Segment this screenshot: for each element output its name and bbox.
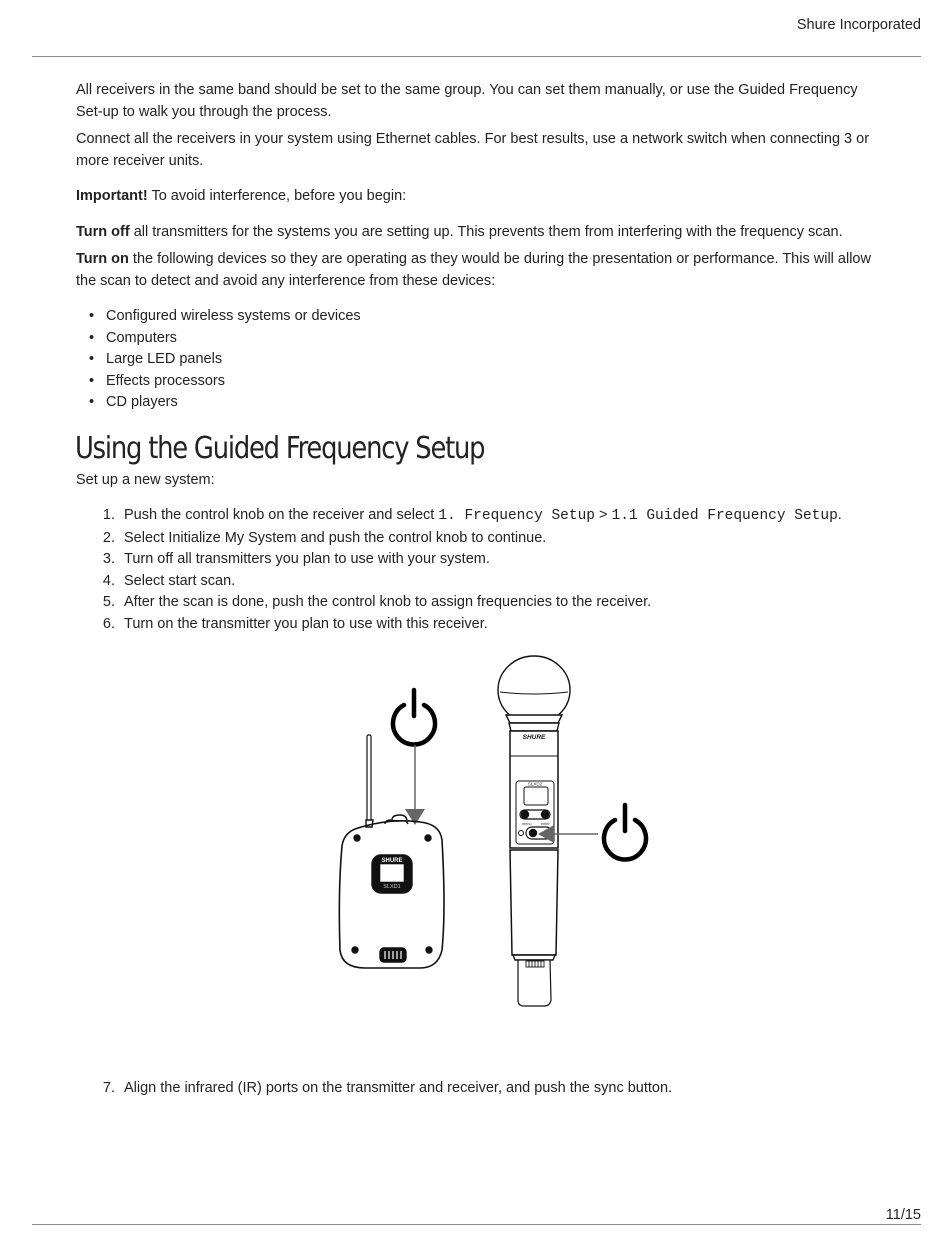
step-number: 4. — [102, 572, 115, 589]
device-list — [76, 306, 876, 414]
step-text: Turn off all transmitters you plan to use with your system. — [124, 551, 490, 567]
mic-menu-label: menu — [522, 822, 532, 826]
list-item — [76, 505, 876, 528]
list-item — [76, 614, 876, 636]
paragraph-band-group: All receivers in the same band should be set to the same group. You can set them manually, or use the Guided Frequency Set-up to walk you through the process. — [76, 82, 858, 120]
setup-steps-continued — [76, 1078, 876, 1100]
step-number: 7. — [102, 1080, 115, 1096]
list-item: • Large LED panels — [76, 349, 876, 371]
section-title: Using the Guided Frequency Setup — [75, 430, 485, 466]
step-text: Select Initialize My System and push the control knob to continue. — [124, 529, 547, 546]
list-item: • CD players — [76, 392, 876, 414]
list-item: • Effects processors — [76, 371, 876, 393]
paragraph-turn-on — [76, 249, 876, 292]
step-number: 5. — [102, 594, 115, 610]
power-icon — [604, 805, 646, 859]
list-item — [76, 549, 876, 571]
mic-enter-label: enter — [541, 822, 550, 826]
turn-on-text: the following devices so they are operating as they would be during the presentation or performance. This will allow the scan to detect and avoid any interference from these devices: — [76, 251, 871, 289]
power-icon — [393, 690, 435, 744]
step-text: . — [837, 507, 842, 523]
bodypack-model: SLXD1 — [383, 884, 401, 890]
step-number: 3. — [102, 551, 115, 567]
step-text: Push the control knob on the receiver and select — [124, 507, 439, 523]
menu-path-code: 1. Frequency Setup — [438, 508, 595, 524]
paragraph-turn-off — [76, 222, 876, 244]
list-item — [76, 528, 876, 550]
handheld-microphone — [498, 656, 570, 1006]
mic-logo: SHURE — [522, 734, 546, 741]
list-item — [76, 592, 876, 614]
list-item: • Configured wireless systems or devices — [76, 306, 876, 328]
menu-path-code: 1.1 Guided Frequency Setup — [611, 508, 838, 524]
step-text: Select start scan. — [124, 572, 236, 589]
transmitter-illustration — [330, 650, 670, 1015]
mic-model: SLXD2 — [527, 781, 543, 787]
turn-on-label: Turn on — [76, 251, 129, 267]
section-intro: Set up a new system: — [76, 471, 215, 488]
important-text: To avoid interference, before you begin: — [147, 188, 407, 204]
page-number: 11/15 — [885, 1207, 921, 1223]
step-text: Turn on the transmitter you plan to use with this receiver. — [124, 615, 488, 632]
bodypack-logo: SHURE — [381, 858, 403, 864]
step-text: Align the infrared (IR) ports on the transmitter and receiver, and push the sync button. — [124, 1080, 673, 1096]
step-number: 2. — [102, 529, 115, 546]
step-text: > — [595, 507, 612, 523]
page-content — [76, 80, 876, 635]
turn-off-text: all transmitters for the systems you are setting up. This prevents them from interfering with the frequency scan. — [129, 223, 843, 240]
list-item — [76, 1078, 876, 1100]
header-divider — [32, 56, 921, 57]
list-item — [76, 571, 876, 593]
paragraph-ethernet: Connect all the receivers in your system using Ethernet cables. For best results, use a network switch when connecting 3 or more receiver units. — [76, 131, 870, 169]
header-company: Shure Incorporated — [796, 17, 921, 33]
step-number: 6. — [102, 615, 115, 632]
step-number: 1. — [102, 507, 115, 523]
list-item: • Computers — [76, 328, 876, 350]
turn-off-label: Turn off — [76, 223, 130, 240]
paragraph-important — [76, 186, 876, 208]
step-text: After the scan is done, push the control knob to assign frequencies to the receiver. — [124, 594, 652, 610]
bodypack-transmitter — [339, 735, 444, 968]
important-label: Important! — [76, 188, 148, 204]
footer-divider — [32, 1224, 921, 1225]
setup-steps — [76, 505, 876, 635]
